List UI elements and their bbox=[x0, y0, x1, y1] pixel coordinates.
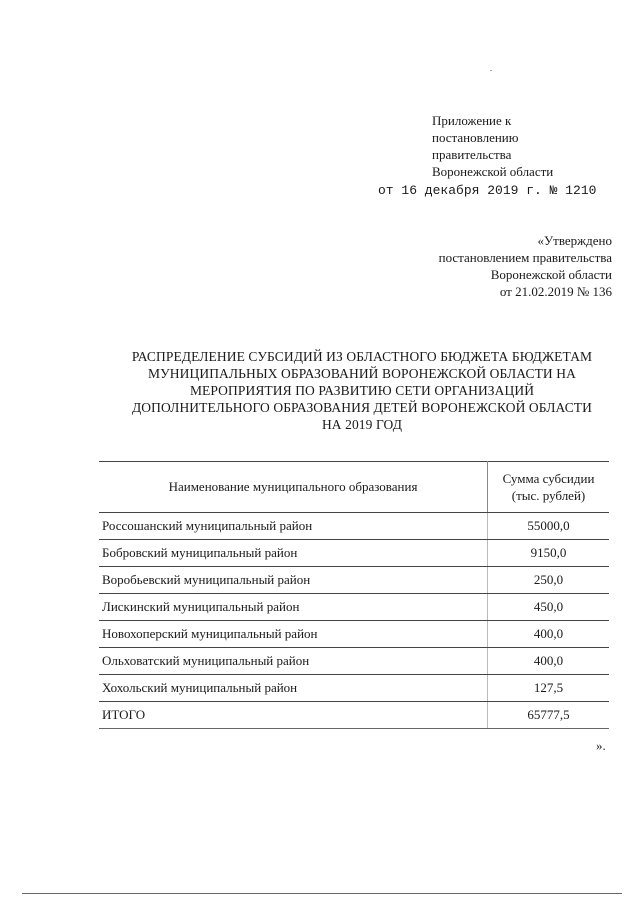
header-sum-line2: (тыс. рублей) bbox=[511, 488, 586, 503]
table-row bbox=[99, 540, 609, 567]
row-name: Лискинский муниципальный район bbox=[99, 594, 488, 621]
table-row bbox=[99, 513, 609, 540]
table-row bbox=[99, 675, 609, 702]
table-header-row bbox=[99, 462, 609, 513]
appendix-line: правительства bbox=[432, 147, 512, 162]
total-sum: 65777,5 bbox=[488, 702, 610, 729]
total-label: ИТОГО bbox=[99, 702, 488, 729]
title-line: МЕРОПРИЯТИЯ ПО РАЗВИТИЮ СЕТИ ОРГАНИЗАЦИЙ bbox=[189, 383, 535, 398]
row-name: Хохольский муниципальный район bbox=[99, 675, 488, 702]
row-name: Воробьевский муниципальный район bbox=[99, 567, 488, 594]
row-name: Россошанский муниципальный район bbox=[99, 513, 488, 540]
closing-quote: ». bbox=[596, 738, 606, 753]
header-sum bbox=[488, 462, 610, 513]
appendix-block bbox=[432, 112, 553, 180]
table-row bbox=[99, 621, 609, 648]
approved-block bbox=[439, 232, 612, 300]
title-line: РАСПРЕДЕЛЕНИЕ СУБСИДИЙ ИЗ ОБЛАСТНОГО БЮДЖЕТА БЮДЖЕТАМ bbox=[131, 349, 593, 364]
row-name: Бобровский муниципальный район bbox=[99, 540, 488, 567]
table-row bbox=[99, 567, 609, 594]
table-row bbox=[99, 594, 609, 621]
row-name: Новохоперский муниципальный район bbox=[99, 621, 488, 648]
row-name: Ольховатский муниципальный район bbox=[99, 648, 488, 675]
row-sum: 55000,0 bbox=[488, 513, 610, 540]
table-row bbox=[99, 648, 609, 675]
title-line: МУНИЦИПАЛЬНЫХ ОБРАЗОВАНИЙ ВОРОНЕЖСКОЙ ОБЛАСТИ НА bbox=[148, 366, 576, 381]
approved-line: Воронежской области bbox=[490, 267, 612, 282]
approved-line: постановлением правительства bbox=[438, 250, 612, 265]
header-name: Наименование муниципального образования bbox=[99, 462, 488, 513]
document-title bbox=[96, 348, 628, 433]
appendix-line: Приложение к bbox=[432, 113, 512, 128]
footer-divider bbox=[22, 893, 622, 894]
row-sum: 450,0 bbox=[488, 594, 610, 621]
approved-line: от 21.02.2019 № 136 bbox=[499, 284, 612, 299]
subsidy-table bbox=[99, 461, 609, 729]
row-sum: 127,5 bbox=[488, 675, 610, 702]
row-sum: 250,0 bbox=[488, 567, 610, 594]
row-sum: 400,0 bbox=[488, 621, 610, 648]
row-sum: 9150,0 bbox=[488, 540, 610, 567]
appendix-line: постановлению bbox=[432, 130, 519, 145]
title-line: НА 2019 ГОД bbox=[321, 417, 403, 432]
title-line: ДОПОЛНИТЕЛЬНОГО ОБРАЗОВАНИЯ ДЕТЕЙ ВОРОНЕЖСКОЙ ОБЛАСТИ bbox=[132, 400, 592, 415]
row-sum: 400,0 bbox=[488, 648, 610, 675]
appendix-line: Воронежской области bbox=[432, 164, 554, 179]
decree-date-number: от 16 декабря 2019 г. № 1210 bbox=[378, 183, 597, 198]
approved-line: «Утверждено bbox=[537, 233, 612, 248]
scan-artifact bbox=[490, 70, 492, 71]
table-total-row bbox=[99, 702, 609, 729]
header-sum-line1: Сумма субсидии bbox=[502, 471, 595, 486]
